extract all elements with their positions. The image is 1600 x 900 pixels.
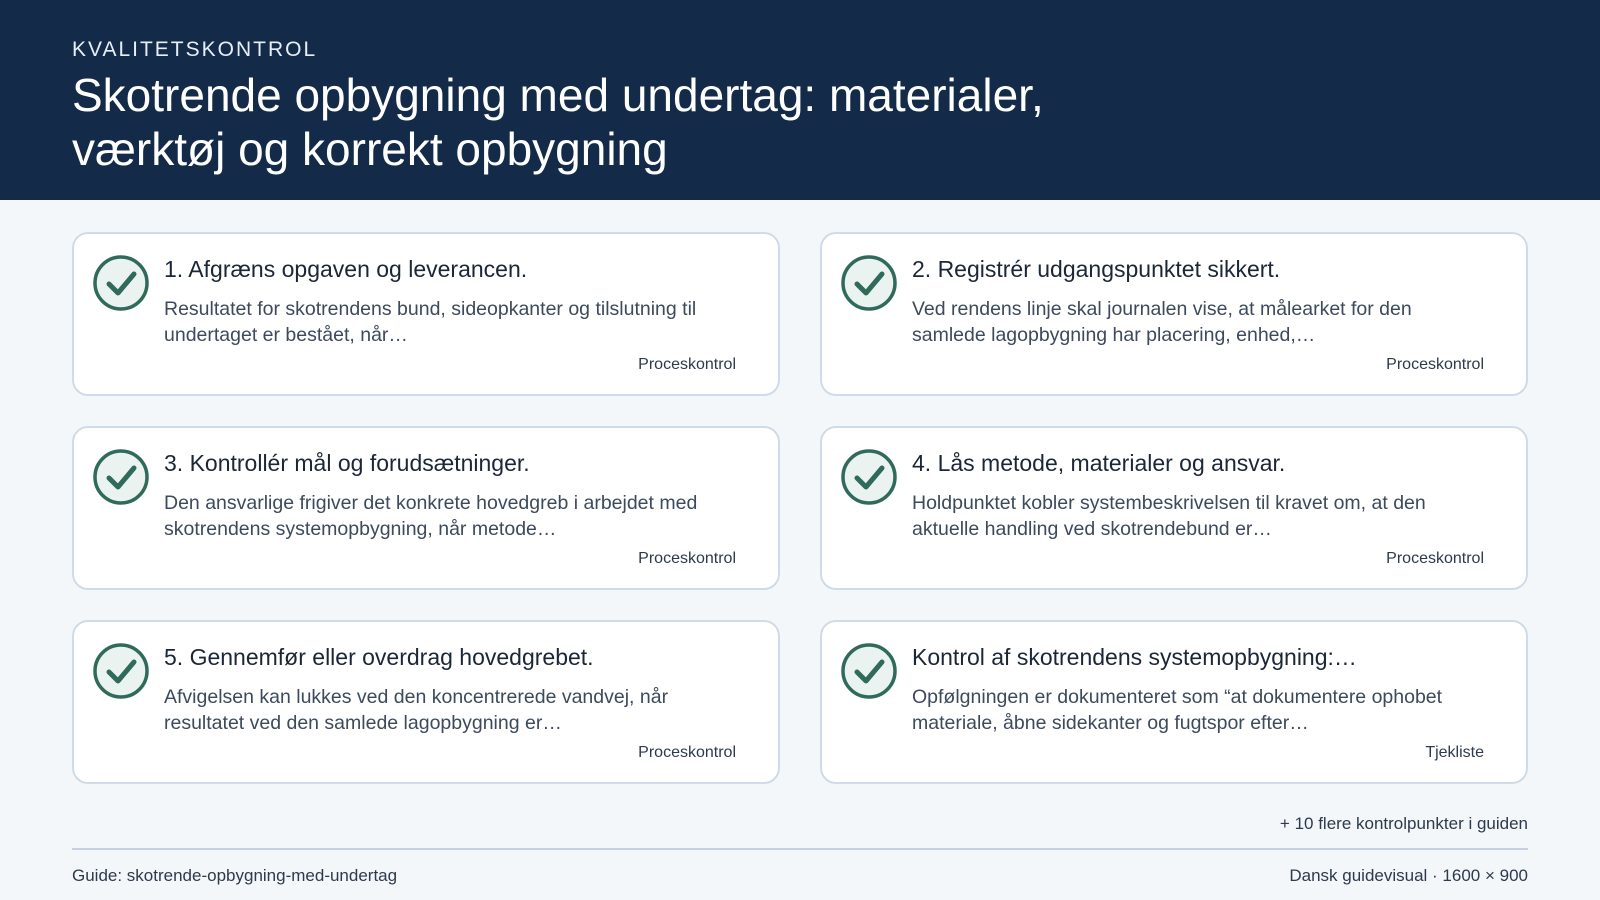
more-checkpoints-link[interactable]: + 10 flere kontrolpunkter i guiden [1279, 814, 1528, 833]
footer-meta-label: Dansk guidevisual · 1600 × 900 [1289, 866, 1528, 885]
card-description: Opfølgningen er dokumenteret som “at dokumentere ophobet materiale, åbne sidekanter og fugtspor efter… [912, 686, 1443, 734]
eyebrow-label: KVALITETSKONTROL [72, 38, 318, 61]
check-circle-icon [92, 448, 150, 506]
checkpoint-card[interactable] [72, 426, 780, 590]
check-circle-icon [840, 448, 898, 506]
check-circle-icon [92, 254, 150, 312]
card-description: Holdpunktet kobler systembeskrivelsen til kravet om, at den aktuelle handling ved skotrendebund er… [912, 492, 1426, 540]
card-title: 4. Lås metode, materialer og ansvar. [912, 450, 1286, 476]
checkpoint-card[interactable] [72, 620, 780, 784]
card-title: Kontrol af skotrendens systemopbygning:… [912, 644, 1357, 670]
card-description: Resultatet for skotrendens bund, sideopkanter og tilslutning til undertaget er bestået, når… [164, 298, 697, 346]
card-title: 3. Kontrollér mål og forudsætninger. [164, 450, 530, 476]
card-tag: Proceskontrol [1386, 550, 1484, 567]
footer-guide-label: Guide: skotrende-opbygning-med-undertag [72, 866, 398, 885]
card-tag: Proceskontrol [638, 744, 736, 761]
card-tag: Proceskontrol [1386, 356, 1484, 373]
card-description: Ved rendens linje skal journalen vise, at målearket for den samlede lagopbygning har placering, enhed,… [912, 298, 1412, 346]
check-circle-icon [840, 642, 898, 700]
check-circle-icon [840, 254, 898, 312]
page-header [0, 0, 1600, 200]
footer-divider [72, 848, 1528, 850]
card-title: 5. Gennemfør eller overdrag hovedgrebet. [164, 644, 594, 670]
checkpoint-card[interactable] [72, 232, 780, 396]
checkpoint-card[interactable] [820, 232, 1528, 396]
card-tag: Proceskontrol [638, 550, 736, 567]
card-tag: Proceskontrol [638, 356, 736, 373]
card-tag: Tjekliste [1425, 744, 1484, 761]
checkpoint-card[interactable] [820, 426, 1528, 590]
card-description: Den ansvarlige frigiver det konkrete hovedgreb i arbejdet med skotrendens systemopbygning, når metode… [164, 492, 698, 540]
checkpoint-card[interactable] [820, 620, 1528, 784]
card-description: Afvigelsen kan lukkes ved den koncentrerede vandvej, når resultatet ved den samlede lagopbygning er… [164, 686, 669, 734]
checkpoint-grid [72, 232, 1528, 784]
page-title: Skotrende opbygning med undertag: materialer, værktøj og korrekt opbygning [72, 69, 1044, 175]
card-title: 1. Afgræns opgaven og leverancen. [164, 256, 528, 282]
card-title: 2. Registrér udgangspunktet sikkert. [912, 256, 1281, 282]
check-circle-icon [92, 642, 150, 700]
